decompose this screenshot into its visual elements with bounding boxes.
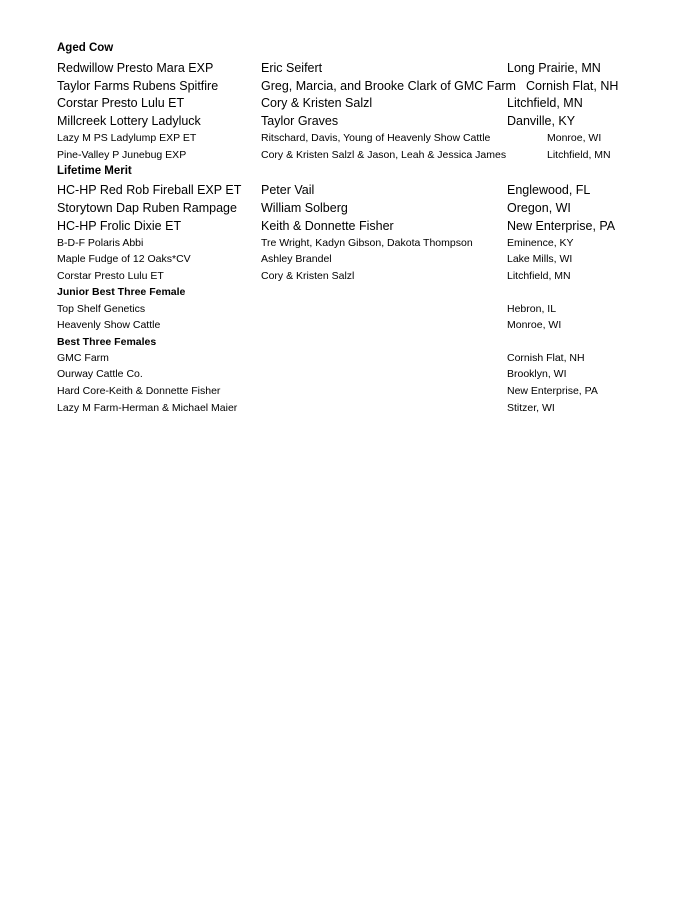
exhibitor-name: GMC Farm	[57, 352, 109, 364]
exhibitor-name: Ourway Cattle Co.	[57, 368, 143, 380]
location: Long Prairie, MN	[507, 61, 601, 75]
location: Litchfield, MN	[507, 270, 571, 282]
section-heading-junior-best-three: Junior Best Three Female	[57, 286, 186, 298]
owner-name: Tre Wright, Kadyn Gibson, Dakota Thompson	[261, 237, 473, 249]
location: New Enterprise, PA	[507, 385, 598, 397]
animal-name: Maple Fudge of 12 Oaks*CV	[57, 253, 191, 265]
location: Brooklyn, WI	[507, 368, 567, 380]
location: Stitzer, WI	[507, 402, 555, 414]
owner-name: Cory & Kristen Salzl & Jason, Leah & Jessica James	[261, 149, 507, 161]
location: Oregon, WI	[507, 201, 571, 215]
owner-name: Peter Vail	[261, 183, 315, 197]
exhibitor-name: Lazy M Farm-Herman & Michael Maier	[57, 402, 238, 414]
animal-name: Corstar Presto Lulu ET	[57, 270, 164, 282]
animal-name: B-D-F Polaris Abbi	[57, 237, 144, 249]
location: Monroe, WI	[547, 132, 602, 144]
section-heading-aged-cow: Aged Cow	[57, 42, 114, 54]
location: Litchfield, MN	[507, 96, 583, 110]
location: Hebron, IL	[507, 303, 557, 315]
owner-name: Eric Seifert	[261, 61, 323, 75]
owner-name: Cory & Kristen Salzl	[261, 96, 373, 110]
owner-name: Greg, Marcia, and Brooke Clark of GMC Farm	[261, 79, 516, 93]
owner-name: Ritschard, Davis, Young of Heavenly Show Cattle	[261, 132, 491, 144]
animal-name: Lazy M PS Ladylump EXP ET	[57, 132, 197, 144]
exhibitor-name: Hard Core-Keith & Donnette Fisher	[57, 385, 221, 397]
location: Eminence, KY	[507, 237, 574, 249]
animal-name: Pine-Valley P Junebug EXP	[57, 149, 187, 161]
location: New Enterprise, PA	[507, 219, 616, 233]
location: Englewood, FL	[507, 183, 591, 197]
animal-name: HC-HP Red Rob Fireball EXP ET	[57, 183, 242, 197]
location: Monroe, WI	[507, 319, 562, 331]
animal-name: Storytown Dap Ruben Rampage	[57, 201, 237, 215]
location: Lake Mills, WI	[507, 253, 573, 265]
animal-name: HC-HP Frolic Dixie ET	[57, 219, 182, 233]
owner-name: Cory & Kristen Salzl	[261, 270, 355, 282]
owner-name: Taylor Graves	[261, 114, 339, 128]
owner-name: Keith & Donnette Fisher	[261, 219, 394, 233]
animal-name: Millcreek Lottery Ladyluck	[57, 114, 201, 128]
exhibitor-name: Top Shelf Genetics	[57, 303, 146, 315]
exhibitor-name: Heavenly Show Cattle	[57, 319, 161, 331]
owner-name: William Solberg	[261, 201, 348, 215]
section-heading-lifetime-merit: Lifetime Merit	[57, 165, 132, 177]
owner-name: Ashley Brandel	[261, 253, 332, 265]
location: Cornish Flat, NH	[526, 79, 619, 93]
location: Danville, KY	[507, 114, 576, 128]
animal-name: Taylor Farms Rubens Spitfire	[57, 79, 219, 93]
location: Litchfield, MN	[547, 149, 611, 161]
animal-name: Redwillow Presto Mara EXP	[57, 61, 214, 75]
location: Cornish Flat, NH	[507, 352, 585, 364]
animal-name: Corstar Presto Lulu ET	[57, 96, 185, 110]
section-heading-best-three: Best Three Females	[57, 336, 157, 348]
